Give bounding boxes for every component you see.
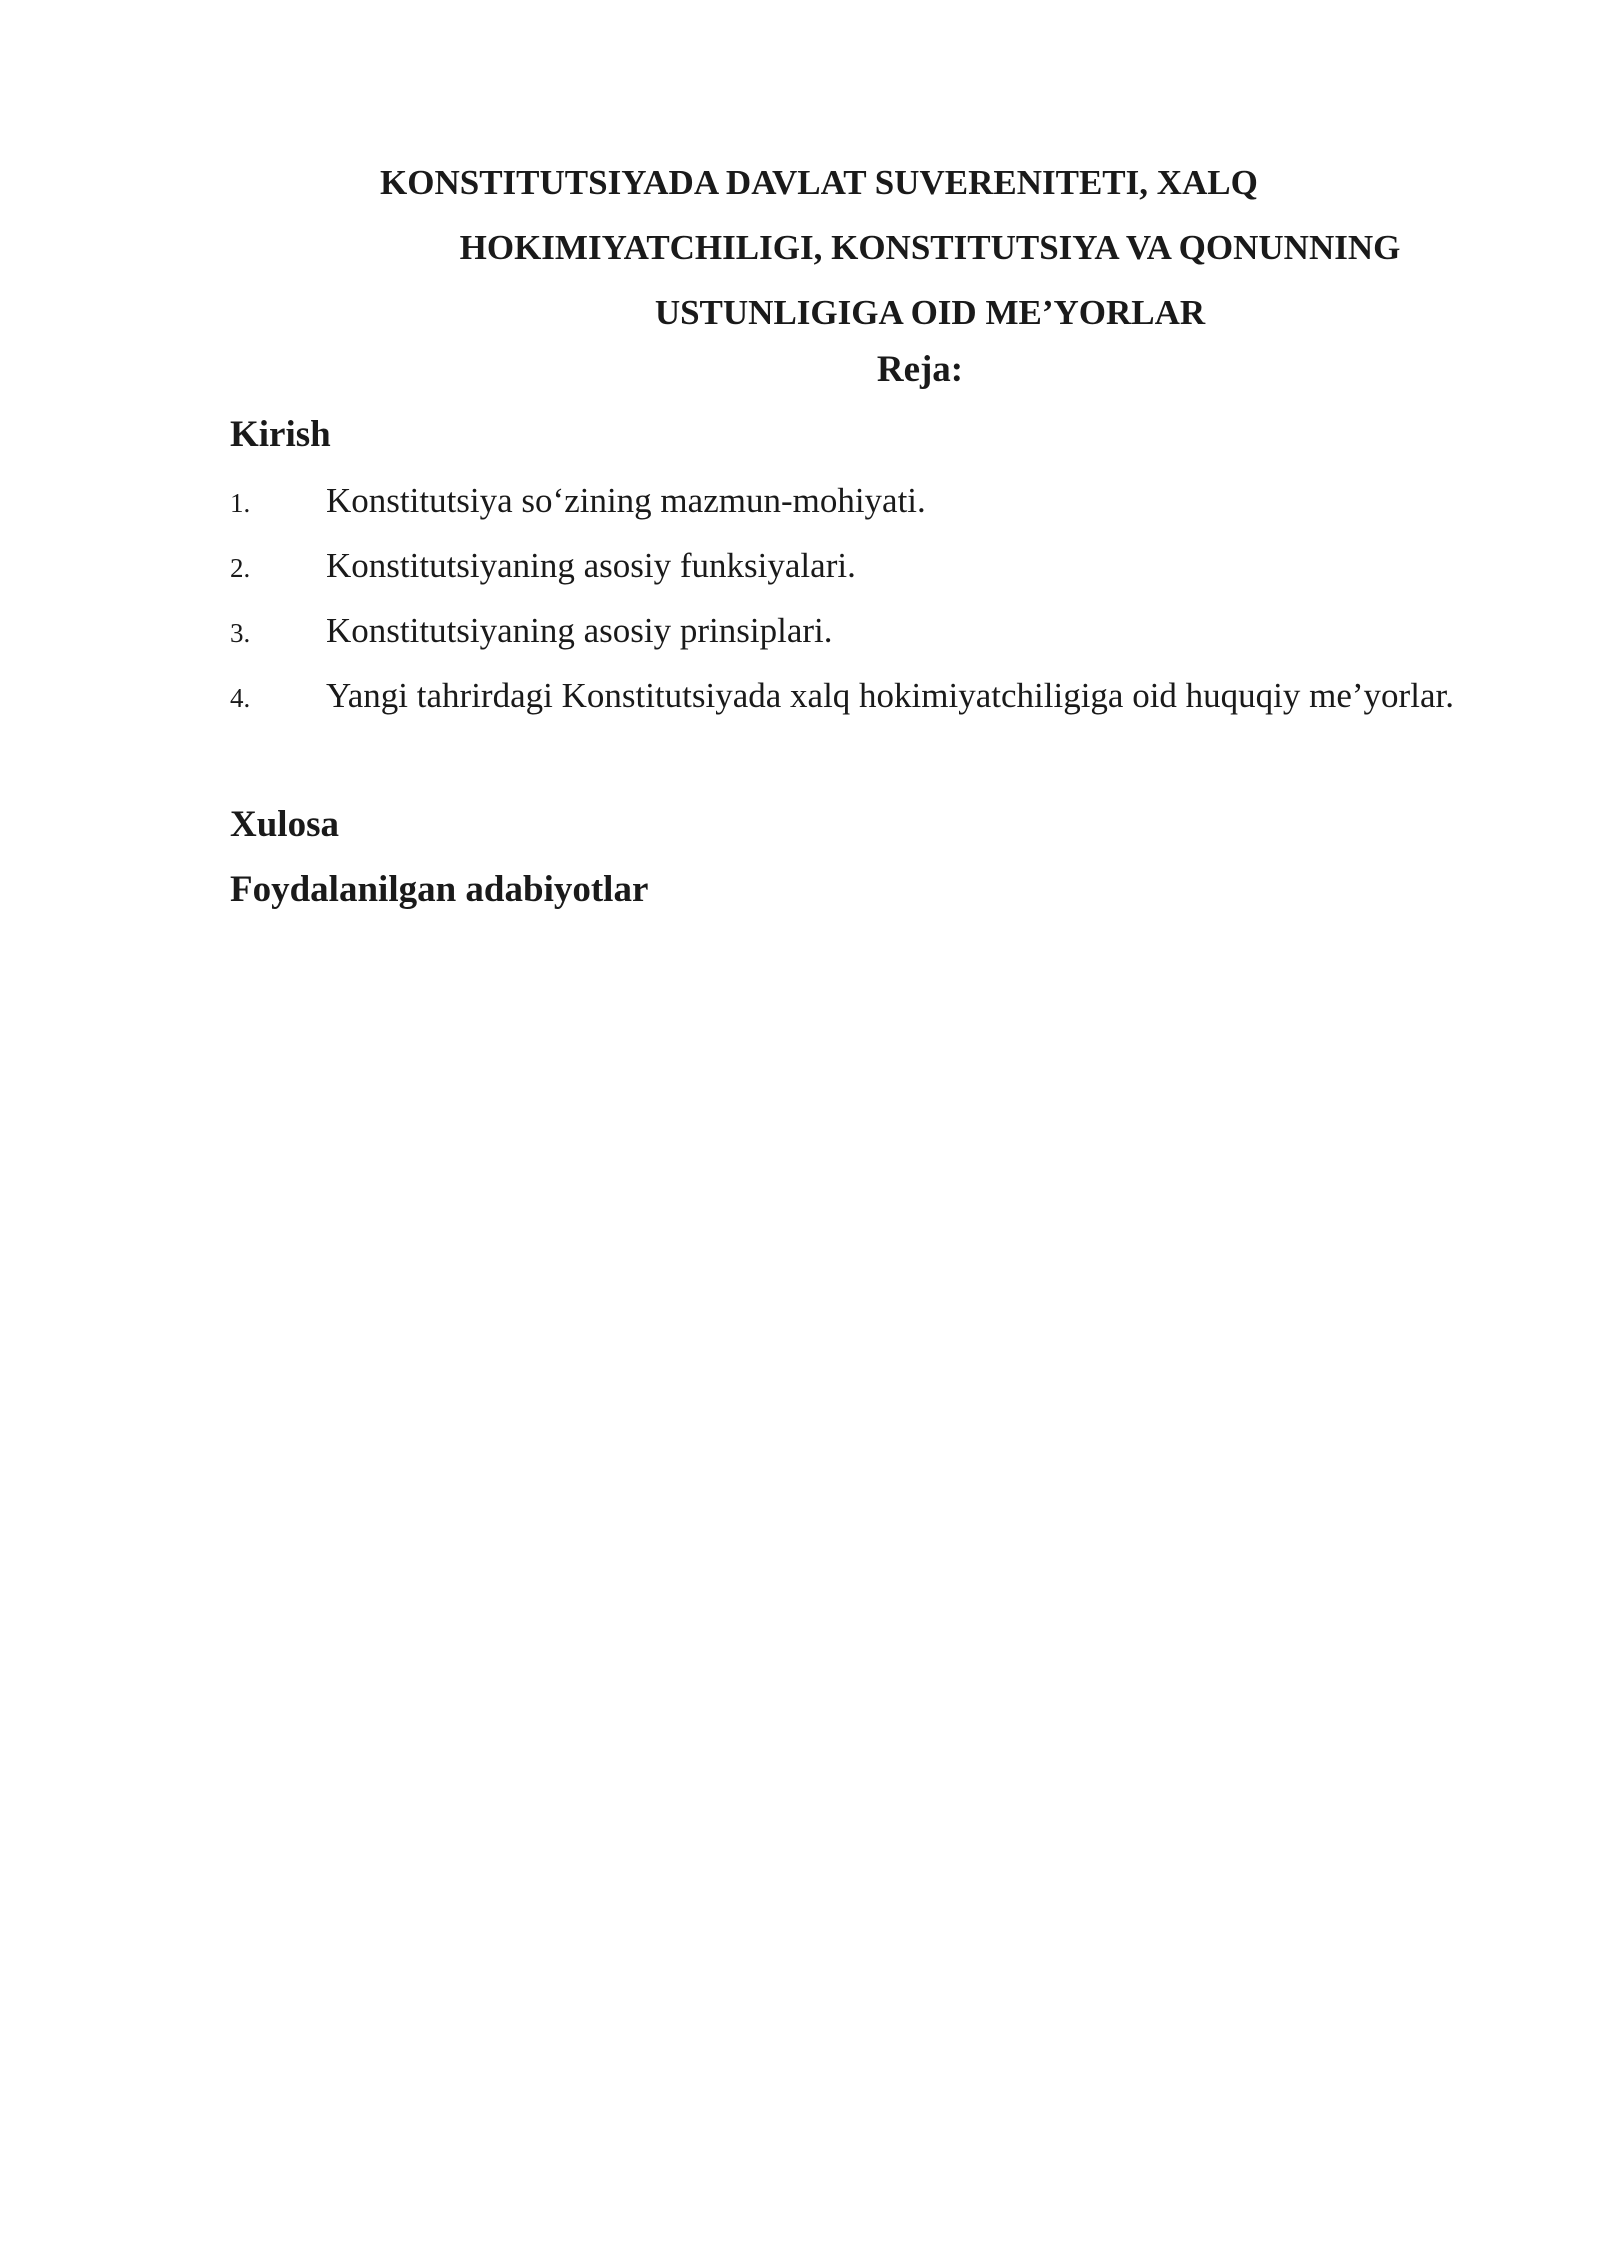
list-item-text: Konstitutsiyaning asosiy funksiyalari.	[326, 546, 856, 585]
list-item-text: Yangi tahrirdagi Konstitutsiyada xalq hokimiyatchiligiga oid huquqiy me’yorlar.	[326, 676, 1454, 715]
list-item	[230, 598, 1490, 666]
intro-heading: Kirish	[230, 414, 331, 455]
list-item	[230, 533, 1490, 601]
references-heading: Foydalanilgan adabiyotlar	[230, 869, 649, 910]
list-item-number: 1.	[230, 488, 251, 518]
title-line: HOKIMIYATCHILIGI, KONSTITUTSIYA VA QONUNNING	[459, 228, 1401, 267]
list-item-number: 3.	[230, 618, 251, 648]
plan-heading: Reja:	[876, 349, 964, 390]
list-item	[230, 468, 1490, 536]
list-item-text: Konstitutsiyaning asosiy prinsiplari.	[326, 611, 833, 650]
list-item-number: 2.	[230, 553, 251, 583]
conclusion-heading: Xulosa	[230, 804, 339, 845]
document-title	[360, 150, 1500, 345]
list-item-text: Konstitutsiya so‘zining mazmun-mohiyati.	[326, 481, 926, 520]
list-item-number: 4.	[230, 683, 251, 713]
list-item	[230, 663, 1490, 731]
title-line: KONSTITUTSIYADA DAVLAT SUVERENITETI, XALQ	[380, 163, 1258, 202]
title-line: USTUNLIGIGA OID ME’YORLAR	[654, 293, 1206, 332]
